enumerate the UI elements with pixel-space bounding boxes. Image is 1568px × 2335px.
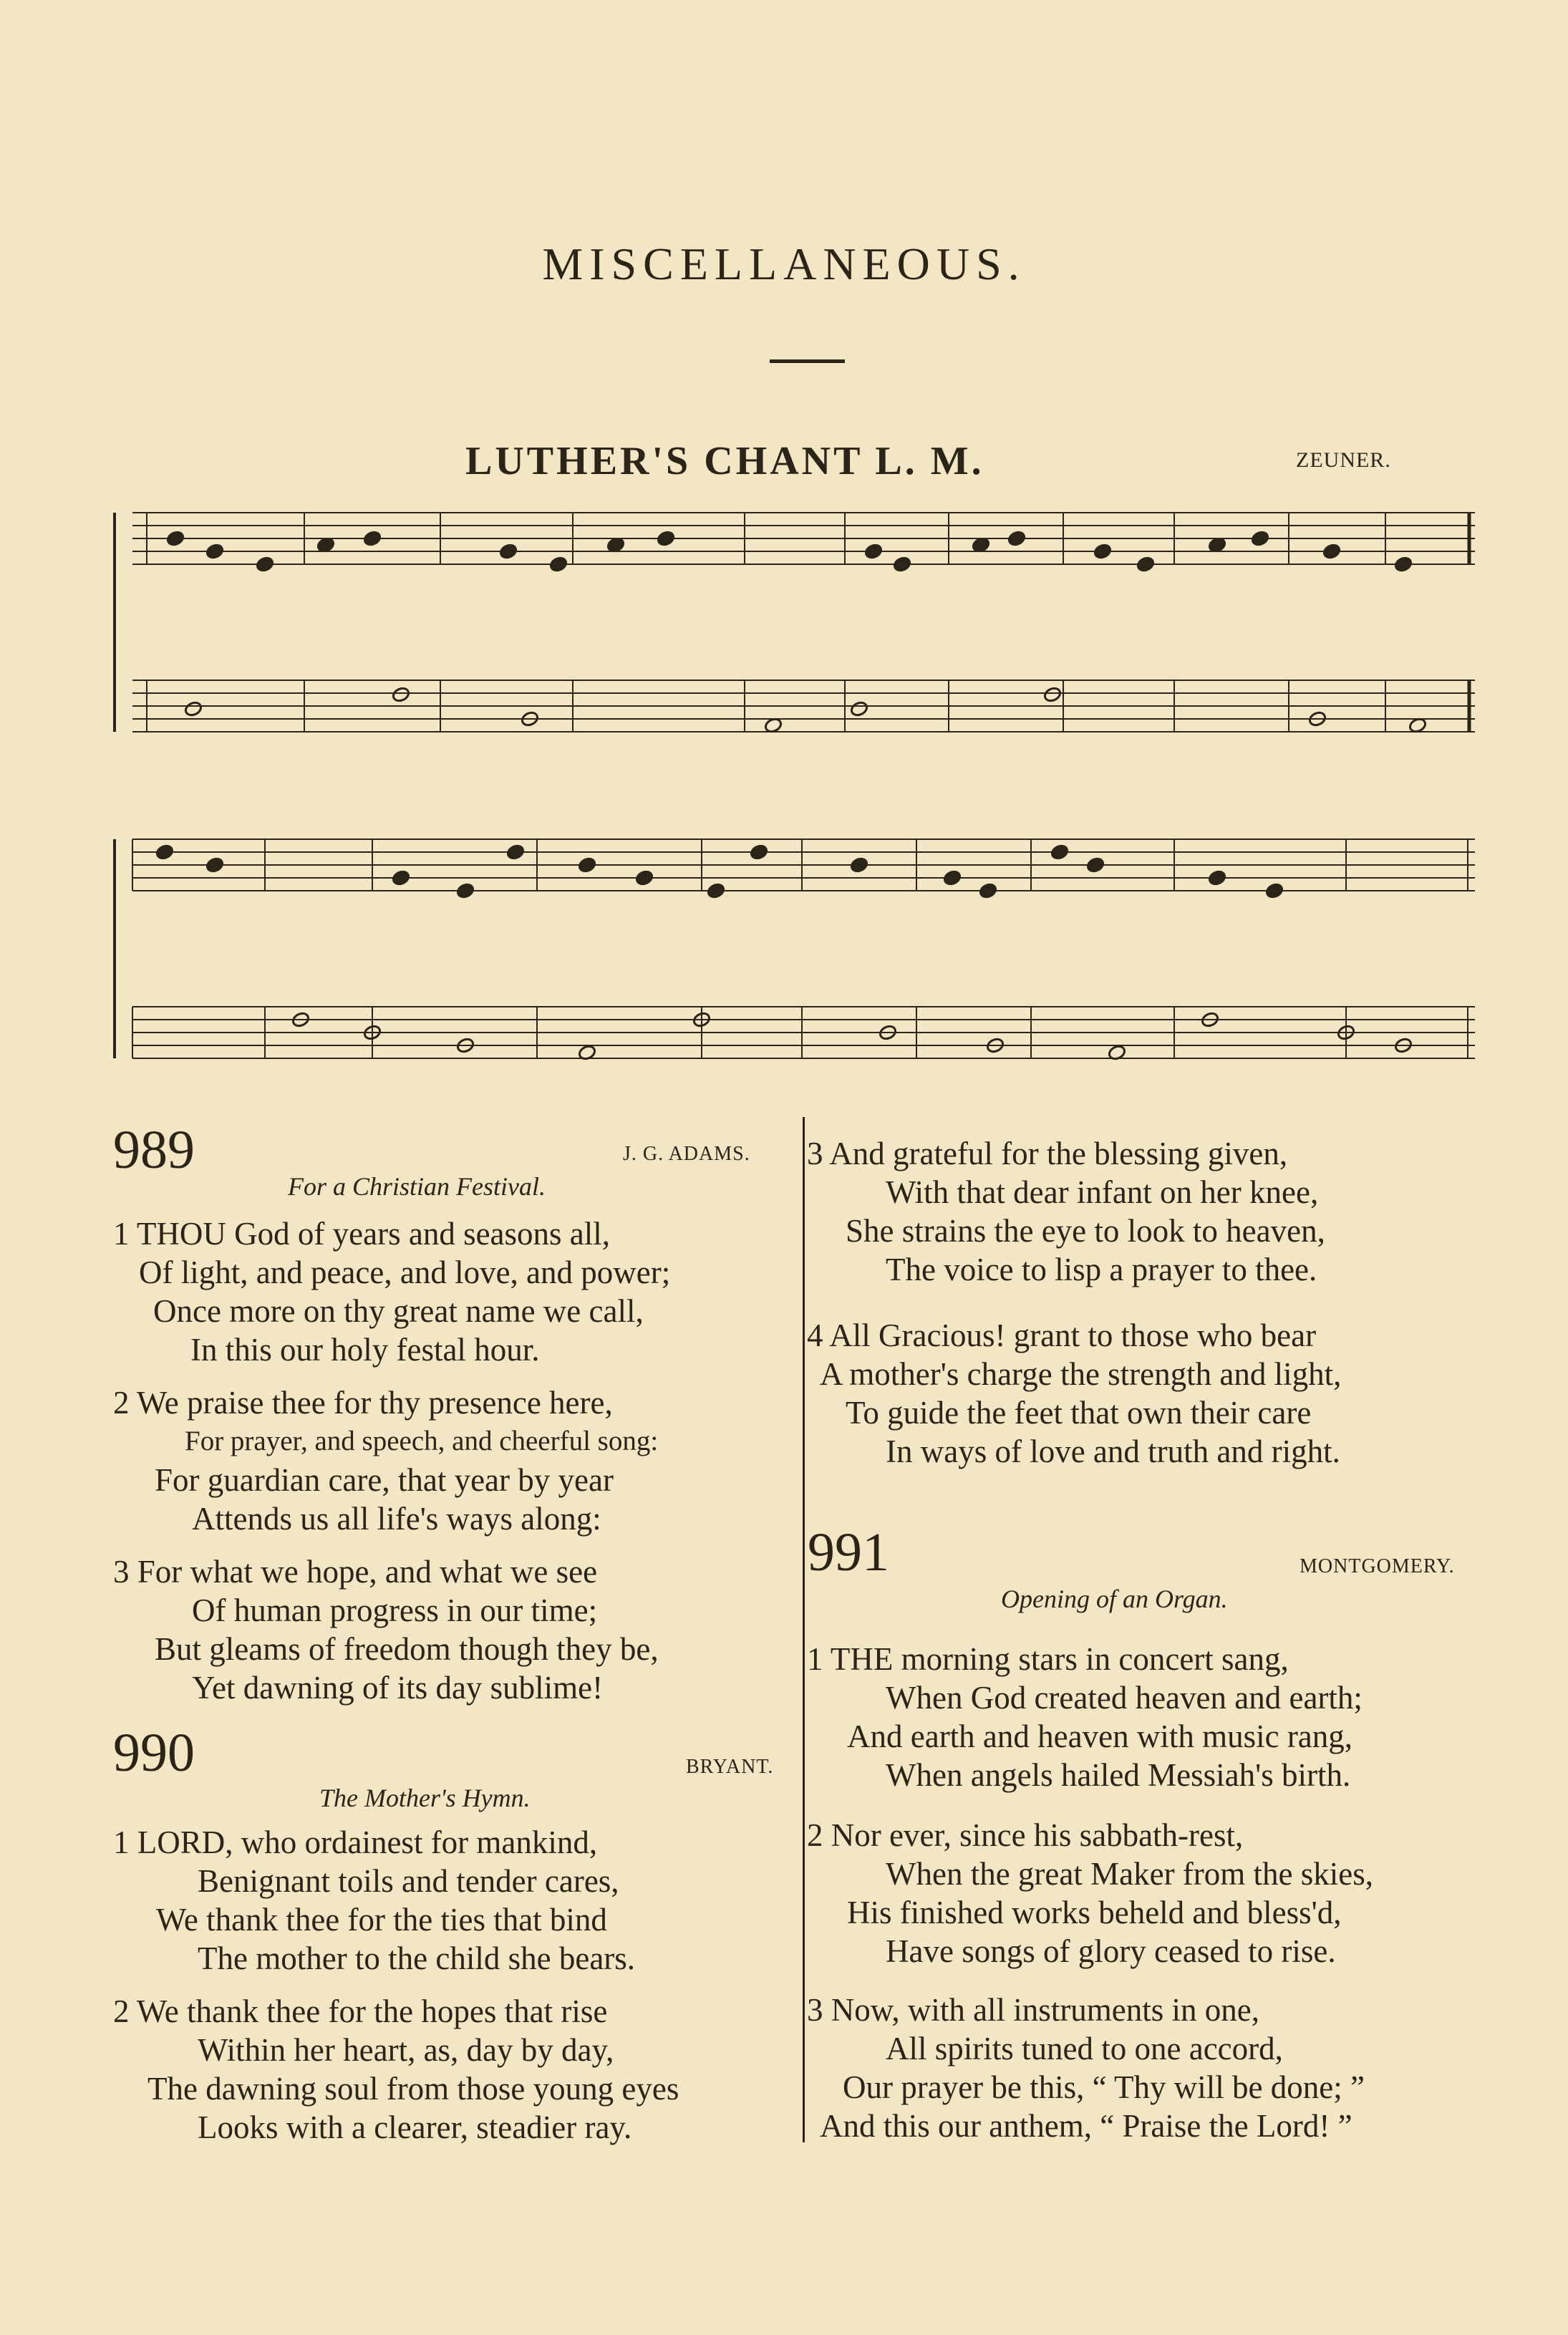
note-head — [155, 843, 175, 861]
hymn-990-verse-1 — [113, 1823, 635, 1978]
note-head — [1050, 843, 1070, 861]
verse-line: Have songs of glory ceased to rise. — [886, 1933, 1336, 1969]
verse-line: 3 For what we hope, and what we see — [113, 1554, 598, 1590]
note-head — [893, 556, 912, 573]
verse-line: In this our holy festal hour. — [190, 1332, 540, 1368]
verse-line: The dawning soul from those young eyes — [147, 2071, 679, 2107]
verse-line: 3 And grateful for the blessing given, — [807, 1136, 1288, 1171]
verse-line: But gleams of freedom though they be, — [155, 1631, 659, 1667]
verse-line: To guide the feet that own their care — [846, 1395, 1312, 1431]
hymn-subtitle-990: The Mother's Hymn. — [319, 1784, 531, 1812]
column-divider — [803, 1117, 805, 2142]
note-head — [750, 843, 769, 861]
note-head — [1007, 530, 1027, 547]
note-head — [184, 700, 203, 717]
verse-line: For prayer, and speech, and cheerful song: — [185, 1426, 659, 1456]
note-head — [657, 530, 676, 547]
verse-line: For guardian care, that year by year — [155, 1462, 614, 1498]
hymn-989-verse-2 — [113, 1383, 658, 1538]
note-head — [392, 686, 411, 703]
verse-line: When the great Maker from the skies, — [886, 1856, 1373, 1892]
note-head — [635, 869, 654, 886]
verse-line: Once more on thy great name we call, — [153, 1293, 644, 1329]
note-head — [578, 856, 597, 874]
verse-line: All spirits tuned to one accord, — [886, 2031, 1283, 2066]
hymn-author-989: J. G. ADAMS. — [623, 1143, 750, 1165]
verse-line: When God created heaven and earth; — [886, 1680, 1363, 1716]
hymn-subtitle-989: For a Christian Festival. — [288, 1172, 546, 1201]
verse-line: We thank thee for the ties that bind — [156, 1902, 607, 1938]
verse-line: In ways of love and truth and right. — [886, 1434, 1340, 1469]
verse-line: She strains the eye to look to heaven, — [846, 1213, 1325, 1249]
verse-line: Of light, and peace, and love, and power; — [139, 1254, 671, 1290]
verse-line: 3 Now, with all instruments in one, — [807, 1992, 1260, 2028]
note-head — [1086, 856, 1105, 874]
note-head — [205, 856, 225, 874]
note-head — [1043, 686, 1063, 703]
note-head — [363, 530, 382, 547]
verse-line: His finished works beheld and bless'd, — [847, 1895, 1342, 1930]
hymn-989-verse-3 — [113, 1552, 659, 1707]
hymn-990-verse-3 — [807, 1134, 1325, 1289]
verse-line: The mother to the child she bears. — [198, 1940, 636, 1976]
verse-line: 1 LORD, who ordainest for mankind, — [113, 1824, 598, 1860]
verse-line: Of human progress in our time; — [192, 1592, 598, 1628]
hymn-author-991: MONTGOMERY. — [1300, 1555, 1455, 1577]
verse-line: 1 THE morning stars in concert sang, — [807, 1641, 1289, 1677]
note-head — [256, 556, 275, 573]
verse-line: When angels hailed Messiah's birth. — [886, 1757, 1351, 1793]
note-head — [392, 869, 411, 886]
note-head — [456, 882, 475, 899]
verse-line: Yet dawning of its day sublime! — [192, 1670, 604, 1706]
note-head — [707, 882, 726, 899]
verse-line: With that dear infant on her knee, — [886, 1174, 1319, 1210]
verse-line: Our prayer be this, “ Thy will be done; ” — [843, 2069, 1365, 2105]
verse-line: And earth and heaven with music rang, — [847, 1718, 1353, 1754]
hymn-author-990: BRYANT. — [686, 1756, 774, 1778]
note-head — [979, 882, 998, 899]
verse-line: And this our anthem, “ Praise the Lord! ” — [820, 2108, 1352, 2144]
note-head — [1251, 530, 1270, 547]
tune-title: LUTHER'S CHANT L. M. — [465, 439, 984, 483]
verse-line: A mother's charge the strength and light, — [820, 1356, 1342, 1392]
verse-line: The voice to lisp a prayer to thee. — [886, 1252, 1317, 1287]
hymn-990-verse-2 — [113, 1992, 679, 2147]
note-head — [205, 543, 225, 560]
note-head — [499, 543, 518, 560]
hymn-number-989: 989 — [113, 1120, 195, 1180]
verse-line: 2 We praise thee for thy presence here, — [113, 1385, 613, 1421]
verse-line: Benignant toils and tender cares, — [198, 1863, 619, 1899]
section-title: MISCELLANEOUS. — [542, 238, 1026, 289]
note-head — [1208, 869, 1227, 886]
verse-line: Within her heart, as, day by day, — [198, 2032, 614, 2068]
verse-line: 1 THOU God of years and seasons all, — [113, 1216, 611, 1252]
hymn-991-verse-1 — [807, 1640, 1363, 1794]
hymn-991-verse-2 — [807, 1816, 1373, 1971]
note-head — [1136, 556, 1156, 573]
note-head — [549, 556, 568, 573]
hymn-subtitle-991: Opening of an Organ. — [1001, 1585, 1228, 1613]
music-score — [0, 0, 1568, 1117]
verse-line: 4 All Gracious! grant to those who bear — [807, 1318, 1317, 1353]
verse-line: 2 Nor ever, since his sabbath-rest, — [807, 1817, 1244, 1853]
note-head — [943, 869, 962, 886]
hymn-number-991: 991 — [808, 1522, 889, 1582]
verse-line: Attends us all life's ways along: — [192, 1501, 601, 1537]
tune-composer: ZEUNER. — [1296, 448, 1391, 472]
verse-line: 2 We thank thee for the hopes that rise — [113, 1993, 608, 2029]
note-head — [850, 700, 869, 717]
note-head — [1265, 882, 1284, 899]
hymn-991-verse-3 — [807, 1991, 1365, 2145]
note-head — [1322, 543, 1342, 560]
hymn-number-990: 990 — [113, 1723, 195, 1783]
hymn-990-verse-4 — [807, 1316, 1341, 1471]
note-head — [1093, 543, 1113, 560]
note-head — [166, 530, 185, 547]
note-head — [850, 856, 869, 874]
note-head — [864, 543, 884, 560]
note-head — [1394, 556, 1413, 573]
verse-line: Looks with a clearer, steadier ray. — [198, 2109, 632, 2145]
hymn-989-verse-1 — [113, 1214, 670, 1369]
note-head — [506, 843, 526, 861]
